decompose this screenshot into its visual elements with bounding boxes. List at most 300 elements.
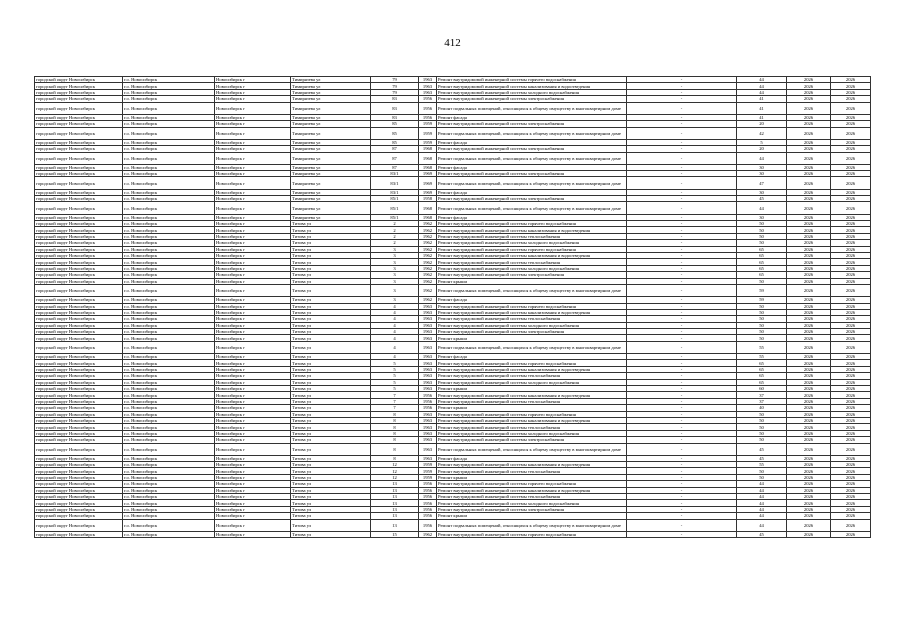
year-cell: 1963: [419, 373, 437, 379]
value-cell: 44: [737, 519, 787, 531]
end-year-cell: 2026: [831, 196, 871, 202]
end-year-cell: 2026: [831, 303, 871, 309]
start-year-cell: 2026: [787, 96, 831, 102]
work-type-cell: Ремонт внутридомовой инженерной системы теплоснабжения: [437, 494, 627, 500]
street-cell: Тимирязева ул: [291, 164, 371, 170]
start-year-cell: 2026: [787, 83, 831, 89]
street-cell: Титова ул: [291, 284, 371, 296]
start-year-cell: 2026: [787, 531, 831, 537]
district-cell: городской округ Новосибирск: [35, 379, 123, 385]
start-year-cell: 2026: [787, 341, 831, 353]
street-cell: Титова ул: [291, 500, 371, 506]
street-cell: Тимирязева ул: [291, 127, 371, 139]
value-cell: 65: [737, 366, 787, 372]
year-cell: 1963: [419, 309, 437, 315]
year-cell: 1969: [419, 171, 437, 177]
year-cell: 1963: [419, 366, 437, 372]
city-cell: Новосибирск г: [215, 177, 291, 189]
work-type-cell: Ремонт внутридомовой инженерной системы электроснабжения: [437, 272, 627, 278]
district-cell: городской округ Новосибирск: [35, 405, 123, 411]
street-cell: Тимирязева ул: [291, 177, 371, 189]
value-cell: 65: [737, 373, 787, 379]
start-year-cell: 2026: [787, 322, 831, 328]
city-cell: Новосибирск г: [215, 309, 291, 315]
city-cell: Новосибирск г: [215, 366, 291, 372]
value-cell: 44: [737, 494, 787, 500]
year-cell: 1963: [419, 385, 437, 391]
street-cell: Титова ул: [291, 437, 371, 443]
end-year-cell: 2026: [831, 83, 871, 89]
house-cell: 8: [371, 437, 419, 443]
street-cell: Титова ул: [291, 417, 371, 423]
municipality-cell: г.о. Новосибирск: [123, 329, 215, 335]
district-cell: городской округ Новосибирск: [35, 462, 123, 468]
house-cell: 79: [371, 77, 419, 83]
city-cell: Новосибирск г: [215, 127, 291, 139]
value-cell: 50: [737, 309, 787, 315]
city-cell: Новосибирск г: [215, 83, 291, 89]
house-cell: 2: [371, 227, 419, 233]
street-cell: Тимирязева ул: [291, 214, 371, 220]
house-cell: 12: [371, 468, 419, 474]
year-cell: 1963: [419, 443, 437, 455]
year-cell: 1959: [419, 121, 437, 127]
end-year-cell: 2026: [831, 531, 871, 537]
work-type-cell: Ремонт внутридомовой инженерной системы канализования и водоотведения: [437, 417, 627, 423]
street-cell: Тимирязева ул: [291, 139, 371, 145]
end-year-cell: 2026: [831, 424, 871, 430]
district-cell: городской округ Новосибирск: [35, 202, 123, 214]
year-cell: 1959: [419, 474, 437, 480]
end-year-cell: 2026: [831, 164, 871, 170]
work-type-cell: Ремонт подвальных помещений, относящихся к общему имуществу в многоквартирном доме: [437, 152, 627, 164]
dash-cell: -: [627, 164, 737, 170]
work-type-cell: Ремонт внутридомовой инженерной системы электроснабжения: [437, 121, 627, 127]
year-cell: 1956: [419, 494, 437, 500]
street-cell: Титова ул: [291, 411, 371, 417]
value-cell: 41: [737, 96, 787, 102]
work-type-cell: Ремонт внутридомовой инженерной системы горячего водоснабжения: [437, 246, 627, 252]
work-type-cell: Ремонт внутридомовой инженерной системы холодного водоснабжения: [437, 500, 627, 506]
city-cell: Новосибирск г: [215, 474, 291, 480]
dash-cell: -: [627, 83, 737, 89]
end-year-cell: 2026: [831, 272, 871, 278]
street-cell: Тимирязева ул: [291, 96, 371, 102]
work-type-cell: Ремонт внутридомовой инженерной системы горячего водоснабжения: [437, 77, 627, 83]
city-cell: Новосибирск г: [215, 246, 291, 252]
dash-cell: -: [627, 89, 737, 95]
work-type-cell: Ремонт внутридомовой инженерной системы канализования и водоотведения: [437, 309, 627, 315]
municipality-cell: г.о. Новосибирск: [123, 139, 215, 145]
dash-cell: -: [627, 127, 737, 139]
dash-cell: -: [627, 309, 737, 315]
table-row: [35, 202, 871, 214]
year-cell: 1963: [419, 341, 437, 353]
district-cell: городской округ Новосибирск: [35, 392, 123, 398]
work-type-cell: Ремонт подвальных помещений, относящихся к общему имуществу в многоквартирном доме: [437, 341, 627, 353]
work-type-cell: Ремонт внутридомовой инженерной системы канализования и водоотведения: [437, 487, 627, 493]
value-cell: 41: [737, 102, 787, 114]
house-cell: 4: [371, 309, 419, 315]
year-cell: 1956: [419, 500, 437, 506]
value-cell: 50: [737, 221, 787, 227]
end-year-cell: 2026: [831, 354, 871, 360]
value-cell: 20: [737, 121, 787, 127]
street-cell: Титова ул: [291, 392, 371, 398]
dash-cell: -: [627, 121, 737, 127]
start-year-cell: 2026: [787, 284, 831, 296]
end-year-cell: 2026: [831, 405, 871, 411]
city-cell: Новосибирск г: [215, 240, 291, 246]
year-cell: 1956: [419, 392, 437, 398]
value-cell: 55: [737, 354, 787, 360]
year-cell: 1956: [419, 506, 437, 512]
value-cell: 50: [737, 240, 787, 246]
end-year-cell: 2026: [831, 284, 871, 296]
dash-cell: -: [627, 246, 737, 252]
city-cell: Новосибирск г: [215, 152, 291, 164]
dash-cell: -: [627, 500, 737, 506]
dash-cell: -: [627, 189, 737, 195]
house-cell: 4: [371, 335, 419, 341]
house-cell: 4: [371, 303, 419, 309]
end-year-cell: 2026: [831, 89, 871, 95]
city-cell: Новосибирск г: [215, 437, 291, 443]
municipality-cell: г.о. Новосибирск: [123, 214, 215, 220]
city-cell: Новосибирск г: [215, 164, 291, 170]
district-cell: городской округ Новосибирск: [35, 506, 123, 512]
city-cell: Новосибирск г: [215, 202, 291, 214]
end-year-cell: 2026: [831, 392, 871, 398]
start-year-cell: 2026: [787, 272, 831, 278]
end-year-cell: 2026: [831, 202, 871, 214]
house-cell: 13: [371, 506, 419, 512]
work-type-cell: Ремонт внутридомовой инженерной системы канализования и водоотведения: [437, 392, 627, 398]
street-cell: Титова ул: [291, 265, 371, 271]
end-year-cell: 2026: [831, 398, 871, 404]
start-year-cell: 2026: [787, 398, 831, 404]
end-year-cell: 2026: [831, 127, 871, 139]
street-cell: Титова ул: [291, 309, 371, 315]
table-row: [35, 177, 871, 189]
municipality-cell: г.о. Новосибирск: [123, 146, 215, 152]
value-cell: 65: [737, 259, 787, 265]
value-cell: 44: [737, 506, 787, 512]
city-cell: Новосибирск г: [215, 139, 291, 145]
year-cell: 1956: [419, 114, 437, 120]
year-cell: 1962: [419, 259, 437, 265]
municipality-cell: г.о. Новосибирск: [123, 398, 215, 404]
city-cell: Новосибирск г: [215, 506, 291, 512]
district-cell: городской округ Новосибирск: [35, 146, 123, 152]
end-year-cell: 2026: [831, 152, 871, 164]
city-cell: Новосибирск г: [215, 531, 291, 537]
street-cell: Титова ул: [291, 360, 371, 366]
city-cell: Новосибирск г: [215, 411, 291, 417]
municipality-cell: г.о. Новосибирск: [123, 424, 215, 430]
work-type-cell: Ремонт фасада: [437, 164, 627, 170]
table-row: [35, 102, 871, 114]
year-cell: 1963: [419, 316, 437, 322]
work-type-cell: Ремонт подвальных помещений, относящихся к общему имуществу в многоквартирном доме: [437, 202, 627, 214]
value-cell: 50: [737, 424, 787, 430]
city-cell: Новосибирск г: [215, 221, 291, 227]
district-cell: городской округ Новосибирск: [35, 164, 123, 170]
district-cell: городской округ Новосибирск: [35, 411, 123, 417]
city-cell: Новосибирск г: [215, 385, 291, 391]
house-cell: 85/1: [371, 196, 419, 202]
end-year-cell: 2026: [831, 455, 871, 461]
municipality-cell: г.о. Новосибирск: [123, 189, 215, 195]
house-cell: 4: [371, 341, 419, 353]
house-cell: 3: [371, 252, 419, 258]
municipality-cell: г.о. Новосибирск: [123, 259, 215, 265]
house-cell: 3: [371, 246, 419, 252]
end-year-cell: 2026: [831, 385, 871, 391]
work-type-cell: Ремонт внутридомовой инженерной системы электроснабжения: [437, 171, 627, 177]
house-cell: 8: [371, 455, 419, 461]
dash-cell: -: [627, 96, 737, 102]
work-type-cell: Ремонт внутридомовой инженерной системы холодного водоснабжения: [437, 379, 627, 385]
district-cell: городской округ Новосибирск: [35, 437, 123, 443]
street-cell: Тимирязева ул: [291, 171, 371, 177]
dash-cell: -: [627, 519, 737, 531]
street-cell: Титова ул: [291, 506, 371, 512]
street-cell: Титова ул: [291, 259, 371, 265]
end-year-cell: 2026: [831, 506, 871, 512]
dash-cell: -: [627, 233, 737, 239]
work-type-cell: Ремонт фасада: [437, 114, 627, 120]
start-year-cell: 2026: [787, 121, 831, 127]
year-cell: 1968: [419, 146, 437, 152]
value-cell: 44: [737, 152, 787, 164]
end-year-cell: 2026: [831, 240, 871, 246]
street-cell: Титова ул: [291, 398, 371, 404]
municipality-cell: г.о. Новосибирск: [123, 468, 215, 474]
work-type-cell: Ремонт внутридомовой инженерной системы теплоснабжения: [437, 316, 627, 322]
street-cell: Титова ул: [291, 474, 371, 480]
district-cell: городской округ Новосибирск: [35, 417, 123, 423]
value-cell: 41: [737, 114, 787, 120]
district-cell: городской округ Новосибирск: [35, 189, 123, 195]
district-cell: городской округ Новосибирск: [35, 240, 123, 246]
street-cell: Титова ул: [291, 405, 371, 411]
house-cell: 3: [371, 265, 419, 271]
city-cell: Новосибирск г: [215, 455, 291, 461]
end-year-cell: 2026: [831, 379, 871, 385]
dash-cell: -: [627, 214, 737, 220]
start-year-cell: 2026: [787, 309, 831, 315]
municipality-cell: г.о. Новосибирск: [123, 430, 215, 436]
house-cell: 79: [371, 83, 419, 89]
municipality-cell: г.о. Новосибирск: [123, 265, 215, 271]
start-year-cell: 2026: [787, 171, 831, 177]
municipality-cell: г.о. Новосибирск: [123, 89, 215, 95]
municipality-cell: г.о. Новосибирск: [123, 411, 215, 417]
street-cell: Тимирязева ул: [291, 83, 371, 89]
dash-cell: -: [627, 329, 737, 335]
value-cell: 44: [737, 202, 787, 214]
municipality-cell: г.о. Новосибирск: [123, 152, 215, 164]
work-type-cell: Ремонт подвальных помещений, относящихся к общему имуществу в многоквартирном доме: [437, 102, 627, 114]
city-cell: Новосибирск г: [215, 373, 291, 379]
start-year-cell: 2026: [787, 468, 831, 474]
table-row: [35, 284, 871, 296]
work-type-cell: Ремонт крыши: [437, 474, 627, 480]
house-cell: 4: [371, 316, 419, 322]
district-cell: городской округ Новосибирск: [35, 214, 123, 220]
value-cell: 30: [737, 189, 787, 195]
street-cell: Тимирязева ул: [291, 152, 371, 164]
district-cell: городской округ Новосибирск: [35, 329, 123, 335]
value-cell: 44: [737, 487, 787, 493]
work-type-cell: Ремонт внутридомовой инженерной системы электроснабжения: [437, 506, 627, 512]
dash-cell: -: [627, 284, 737, 296]
district-cell: городской округ Новосибирск: [35, 500, 123, 506]
dash-cell: -: [627, 443, 737, 455]
district-cell: городской округ Новосибирск: [35, 468, 123, 474]
street-cell: Тимирязева ул: [291, 77, 371, 83]
house-cell: 8: [371, 424, 419, 430]
value-cell: 55: [737, 341, 787, 353]
value-cell: 45: [737, 443, 787, 455]
work-type-cell: Ремонт внутридомовой инженерной системы электроснабжения: [437, 96, 627, 102]
value-cell: 47: [737, 177, 787, 189]
end-year-cell: 2026: [831, 309, 871, 315]
start-year-cell: 2026: [787, 114, 831, 120]
city-cell: Новосибирск г: [215, 329, 291, 335]
dash-cell: -: [627, 102, 737, 114]
dash-cell: -: [627, 252, 737, 258]
municipality-cell: г.о. Новосибирск: [123, 506, 215, 512]
start-year-cell: 2026: [787, 455, 831, 461]
district-cell: городской округ Новосибирск: [35, 519, 123, 531]
work-type-cell: Ремонт крыши: [437, 405, 627, 411]
end-year-cell: 2026: [831, 102, 871, 114]
district-cell: городской округ Новосибирск: [35, 481, 123, 487]
start-year-cell: 2026: [787, 202, 831, 214]
end-year-cell: 2026: [831, 77, 871, 83]
district-cell: городской округ Новосибирск: [35, 77, 123, 83]
value-cell: 65: [737, 252, 787, 258]
municipality-cell: г.о. Новосибирск: [123, 196, 215, 202]
district-cell: городской округ Новосибирск: [35, 531, 123, 537]
work-type-cell: Ремонт фасада: [437, 189, 627, 195]
city-cell: Новосибирск г: [215, 443, 291, 455]
work-type-cell: Ремонт внутридомовой инженерной системы электроснабжения: [437, 329, 627, 335]
house-cell: 87: [371, 152, 419, 164]
start-year-cell: 2026: [787, 494, 831, 500]
district-cell: городской округ Новосибирск: [35, 430, 123, 436]
year-cell: 1963: [419, 379, 437, 385]
work-type-cell: Ремонт внутридомовой инженерной системы теплоснабжения: [437, 259, 627, 265]
city-cell: Новосибирск г: [215, 494, 291, 500]
city-cell: Новосибирск г: [215, 284, 291, 296]
house-cell: 12: [371, 474, 419, 480]
year-cell: 1962: [419, 278, 437, 284]
dash-cell: -: [627, 196, 737, 202]
district-cell: городской округ Новосибирск: [35, 139, 123, 145]
street-cell: Титова ул: [291, 322, 371, 328]
end-year-cell: 2026: [831, 316, 871, 322]
street-cell: Титова ул: [291, 297, 371, 303]
municipality-cell: г.о. Новосибирск: [123, 500, 215, 506]
street-cell: Тимирязева ул: [291, 102, 371, 114]
dash-cell: -: [627, 221, 737, 227]
year-cell: 1963: [419, 322, 437, 328]
municipality-cell: г.о. Новосибирск: [123, 437, 215, 443]
house-cell: 7: [371, 392, 419, 398]
municipality-cell: г.о. Новосибирск: [123, 246, 215, 252]
end-year-cell: 2026: [831, 437, 871, 443]
municipality-cell: г.о. Новосибирск: [123, 385, 215, 391]
end-year-cell: 2026: [831, 417, 871, 423]
municipality-cell: г.о. Новосибирск: [123, 297, 215, 303]
value-cell: 30: [737, 214, 787, 220]
start-year-cell: 2026: [787, 437, 831, 443]
district-cell: городской округ Новосибирск: [35, 309, 123, 315]
start-year-cell: 2026: [787, 443, 831, 455]
value-cell: 37: [737, 398, 787, 404]
street-cell: Титова ул: [291, 430, 371, 436]
work-type-cell: Ремонт подвальных помещений, относящихся к общему имуществу в многоквартирном доме: [437, 177, 627, 189]
house-cell: 3: [371, 272, 419, 278]
city-cell: Новосибирск г: [215, 424, 291, 430]
work-type-cell: Ремонт фасада: [437, 354, 627, 360]
dash-cell: -: [627, 297, 737, 303]
end-year-cell: 2026: [831, 146, 871, 152]
end-year-cell: 2026: [831, 360, 871, 366]
year-cell: 1956: [419, 398, 437, 404]
start-year-cell: 2026: [787, 462, 831, 468]
work-type-cell: Ремонт внутридомовой инженерной системы канализования и водоотведения: [437, 462, 627, 468]
start-year-cell: 2026: [787, 405, 831, 411]
municipality-cell: г.о. Новосибирск: [123, 272, 215, 278]
value-cell: 50: [737, 233, 787, 239]
start-year-cell: 2026: [787, 303, 831, 309]
start-year-cell: 2026: [787, 329, 831, 335]
house-cell: 83/1: [371, 177, 419, 189]
dash-cell: -: [627, 462, 737, 468]
city-cell: Новосибирск г: [215, 468, 291, 474]
year-cell: 1963: [419, 417, 437, 423]
value-cell: 45: [737, 531, 787, 537]
end-year-cell: 2026: [831, 214, 871, 220]
district-cell: городской округ Новосибирск: [35, 233, 123, 239]
value-cell: 59: [737, 297, 787, 303]
street-cell: Титова ул: [291, 354, 371, 360]
city-cell: Новосибирск г: [215, 227, 291, 233]
dash-cell: -: [627, 424, 737, 430]
district-cell: городской округ Новосибирск: [35, 89, 123, 95]
dash-cell: -: [627, 437, 737, 443]
municipality-cell: г.о. Новосибирск: [123, 379, 215, 385]
district-cell: городской округ Новосибирск: [35, 196, 123, 202]
house-cell: 4: [371, 322, 419, 328]
municipality-cell: г.о. Новосибирск: [123, 309, 215, 315]
work-type-cell: Ремонт внутридомовой инженерной системы холодного водоснабжения: [437, 322, 627, 328]
start-year-cell: 2026: [787, 196, 831, 202]
work-type-cell: Ремонт внутридомовой инженерной системы холодного водоснабжения: [437, 240, 627, 246]
start-year-cell: 2026: [787, 214, 831, 220]
year-cell: 1969: [419, 189, 437, 195]
value-cell: 50: [737, 278, 787, 284]
value-cell: 59: [737, 284, 787, 296]
work-type-cell: Ремонт внутридомовой инженерной системы теплоснабжения: [437, 468, 627, 474]
dash-cell: -: [627, 265, 737, 271]
city-cell: Новосибирск г: [215, 297, 291, 303]
municipality-cell: г.о. Новосибирск: [123, 252, 215, 258]
